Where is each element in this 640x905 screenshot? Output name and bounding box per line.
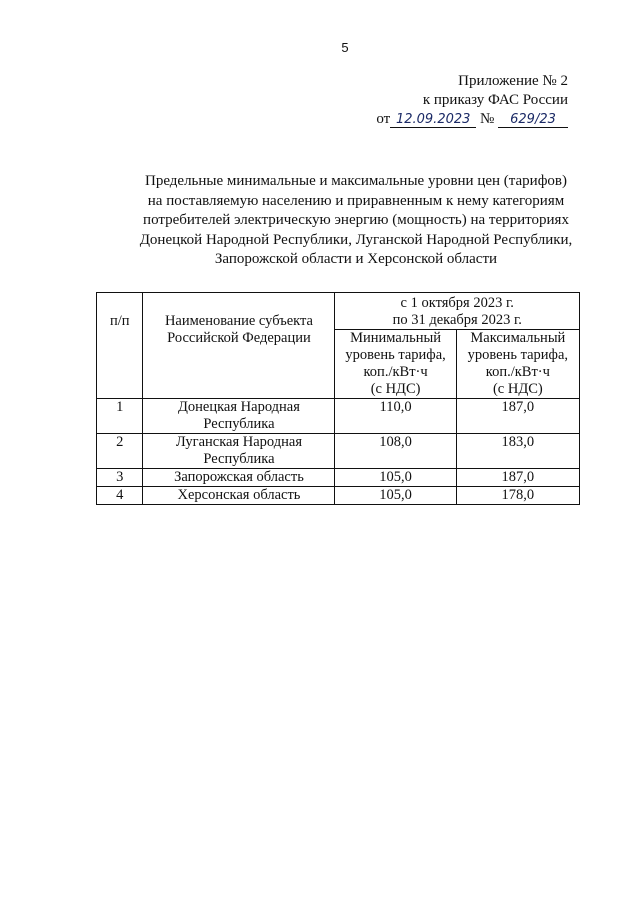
row-num: 1: [97, 399, 143, 434]
header-min-line: (с НДС): [370, 381, 421, 397]
row-num: 4: [97, 487, 143, 505]
title-line: на поставляемую населению и приравненным к нему категориям: [147, 192, 565, 209]
title-line: Запорожской области и Херсонской области: [214, 251, 498, 267]
title-line: Предельные минимальные и максимальные уровни цен (тарифов): [144, 173, 568, 189]
appendix-title: Приложение № 2: [458, 73, 568, 89]
table-row: [97, 399, 580, 434]
row-region-line: Республика: [203, 416, 275, 432]
row-num: 3: [97, 469, 143, 487]
row-num: 2: [97, 434, 143, 469]
from-prefix: от: [376, 111, 391, 127]
appendix-order-ref: к приказу ФАС России: [422, 92, 568, 108]
row-region-line: Луганская Народная: [175, 434, 302, 450]
table-row: [97, 469, 580, 487]
row-min-tariff: 105,0: [335, 469, 456, 487]
header-max-line: Максимальный: [470, 330, 566, 346]
number-prefix: №: [479, 111, 495, 127]
table-header-row: [97, 293, 580, 330]
row-max-tariff: 187,0: [456, 399, 579, 434]
header-min-tariff: [335, 330, 456, 399]
header-num: [97, 293, 143, 399]
row-max-tariff: 183,0: [456, 434, 579, 469]
header-name: [143, 293, 335, 399]
row-max-tariff: 178,0: [456, 487, 579, 505]
header-name-line: Российской Федерации: [167, 330, 311, 346]
row-min-tariff: 108,0: [335, 434, 456, 469]
header-name-line: Наименование субъекта: [164, 313, 313, 329]
handwritten-date: 12.09.2023: [390, 112, 476, 128]
row-region: Запорожская область: [143, 469, 335, 487]
title-line: потребителей электрическую энергию (мощность) на территориях: [143, 212, 569, 228]
header-max-line: коп./кВт·ч: [485, 364, 550, 380]
document-title: [96, 172, 616, 270]
header-min-line: уровень тарифа,: [345, 347, 446, 363]
row-region: Херсонская область: [143, 487, 335, 505]
tariff-table: [96, 292, 580, 505]
row-max-tariff: 187,0: [456, 469, 579, 487]
header-max-line: уровень тарифа,: [467, 347, 569, 363]
header-period-line: по 31 декабря 2023 г.: [392, 312, 522, 328]
header-max-tariff: [456, 330, 579, 399]
appendix-header: [308, 72, 568, 129]
table-row: [97, 434, 580, 469]
row-region: [143, 434, 335, 469]
title-line: Донецкой Народной Республики, Луганской Народной Республики,: [139, 231, 573, 248]
row-min-tariff: 105,0: [335, 487, 456, 505]
page-number: 5: [341, 40, 349, 55]
row-region-line: Республика: [203, 451, 275, 467]
appendix-date-number-line: [308, 110, 568, 129]
header-period-line: с 1 октября 2023 г.: [400, 295, 514, 311]
row-min-tariff: 110,0: [335, 399, 456, 434]
row-region: [143, 399, 335, 434]
header-max-line: (с НДС): [492, 381, 543, 397]
header-num-label: п/п: [109, 313, 130, 329]
row-region-line: Донецкая Народная: [178, 399, 300, 415]
handwritten-number: 629/23: [498, 112, 568, 128]
header-min-line: коп./кВт·ч: [363, 364, 428, 380]
header-min-line: Минимальный: [350, 330, 442, 346]
header-period: [335, 293, 580, 330]
table-row: [97, 487, 580, 505]
